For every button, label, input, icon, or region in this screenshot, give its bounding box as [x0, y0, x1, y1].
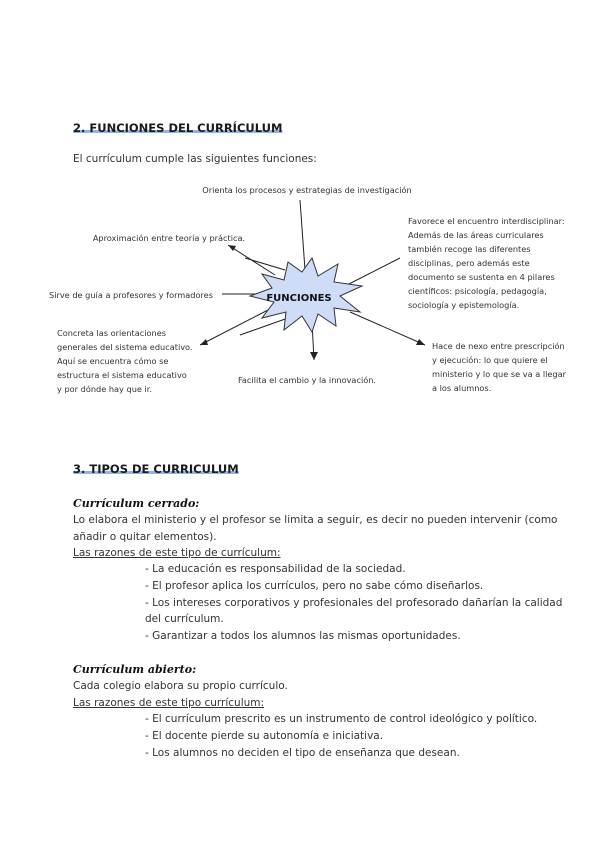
right-bottom-line: a los alumnos.	[432, 383, 492, 393]
diagram-label-right-bottom	[432, 341, 567, 393]
open-reasons-label: Las razones de este tipo currículum:	[73, 696, 265, 709]
list-item: - La educación es responsabilidad de la sociedad.	[145, 563, 406, 575]
diagram-center-label: FUNCIONES	[266, 293, 332, 304]
diagram-label-bottom: Facilita el cambio y la innovación.	[237, 375, 377, 385]
right-bottom-line: Hace de nexo entre prescripción	[432, 341, 565, 351]
arrowhead-upper-left	[228, 245, 236, 251]
right-top-line: disciplinas, pero además este	[408, 258, 530, 268]
open-reasons-list	[145, 711, 575, 761]
lower-left-line: generales del sistema educativo.	[57, 342, 193, 352]
right-bottom-line: ministerio y lo que se va a llegar	[432, 369, 566, 379]
right-top-line: Favorece el encuentro interdisciplinar:	[408, 216, 565, 226]
lower-left-line: Aquí se encuentra cómo se	[57, 356, 169, 366]
connector-right-top	[345, 258, 400, 286]
list-item: - El profesor aplica los currículos, pero no sabe cómo diseñarlos.	[145, 579, 484, 592]
arrowhead-lower-left	[200, 339, 208, 345]
diagram-label-upper-left: Aproximación entre teoría y práctica.	[92, 233, 246, 243]
arrowhead-bottom	[310, 352, 318, 360]
section-3-heading: 3. TIPOS DE CURRICULUM	[73, 462, 239, 476]
list-item: - Los alumnos no deciden el tipo de enseñanza que desean.	[145, 746, 460, 759]
list-item: - Garantizar a todos los alumnos las mismas oportunidades.	[145, 630, 461, 643]
lower-left-line: y por dónde hay que ir.	[57, 384, 153, 394]
open-curriculum-title: Currículum abierto:	[73, 663, 197, 676]
connector-top	[300, 200, 305, 270]
right-top-line: también recoge las diferentes	[408, 244, 531, 254]
closed-reasons-list	[145, 561, 575, 645]
right-top-line: documento se sustenta en 4 pilares	[408, 272, 555, 282]
closed-curriculum-description	[73, 512, 573, 562]
section-2-intro: El currículum cumple las siguientes funciones:	[73, 153, 317, 165]
lower-left-line: estructura el sistema educativo	[57, 370, 187, 380]
closed-reasons-label: Las razones de este tipo de currículum:	[73, 547, 281, 559]
diagram-label-left: Sirve de guía a profesores y formadores	[49, 290, 213, 300]
lower-left-line: Concreta las orientaciones	[57, 328, 167, 338]
diagram-label-lower-left	[57, 328, 193, 394]
diagram-label-right-top	[408, 216, 565, 310]
list-item: del currículum.	[145, 613, 224, 626]
diagram-label-top: Orienta los procesos y estrategias de investigación	[202, 185, 412, 195]
connector-right-bottom	[350, 312, 425, 345]
section-2-heading: 2. FUNCIONES DEL CURRÍCULUM	[73, 121, 283, 135]
right-top-line: sociología y epistemología.	[408, 300, 520, 310]
right-top-line: Además de las áreas curriculares	[408, 230, 544, 240]
closed-curriculum-title: Currículum cerrado:	[73, 497, 200, 510]
closed-desc-line: Lo elabora el ministerio y el profesor se limita a seguir, es decir no pueden intervenir (como	[73, 514, 558, 526]
list-item: - Los intereses corporativos y profesionales del profesorado dañarían la calidad	[145, 596, 563, 609]
open-curriculum-description	[73, 678, 573, 711]
list-item: - El currículum prescrito es un instrumento de control ideológico y político.	[145, 713, 538, 725]
list-item: - El docente pierde su autonomía e iniciativa.	[145, 729, 384, 742]
right-top-line: científicos: psicología, pedagogía,	[408, 286, 547, 296]
closed-desc-line: añadir o quitar elementos).	[73, 530, 217, 543]
open-desc-line: Cada colegio elabora su propio currículo.	[73, 680, 288, 692]
right-bottom-line: y ejecución: lo que quiere el	[432, 355, 548, 365]
connector-lower-left	[200, 310, 268, 345]
functions-diagram	[0, 175, 600, 405]
